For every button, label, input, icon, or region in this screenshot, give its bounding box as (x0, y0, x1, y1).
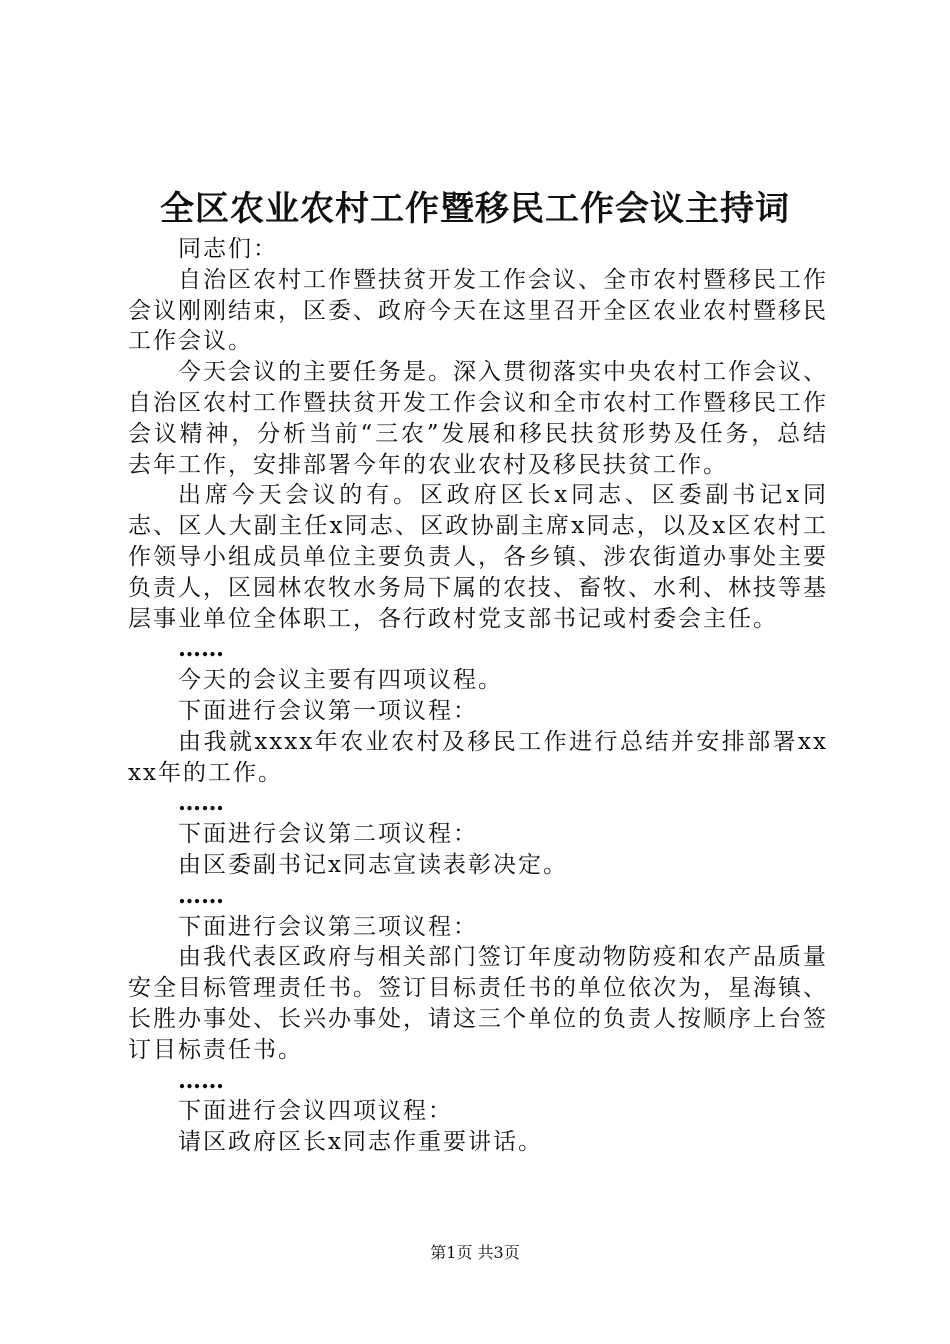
agenda-heading: 下面进行会议四项议程： (178, 1098, 453, 1125)
salutation: 同志们： (178, 236, 278, 262)
document-title: 全区农业农村工作暨移民工作会议主持词 (160, 189, 790, 229)
body-paragraph: 由我代表区政府与相关部门签订年度动物防疫和农产品质量安全目标管理责任书。签订目标责任书的单位依次为，星海镇、长胜办事处、长兴办事处，请这三个单位的负责人按顺序上台签订目标责任书。 (128, 944, 828, 1063)
body-paragraph: 由我就xxxx年农业农村及移民工作进行总结并安排部署xxxx年的工作。 (128, 728, 828, 786)
agenda-heading: 下面进行会议第二项议程： (178, 821, 478, 848)
page-footer: 第1页 共3页 (430, 1243, 520, 1262)
body-paragraph: 今天会议的主要任务是。深入贯彻落实中央农村工作会议、自治区农村工作暨扶贫开发工作会议和全市农村工作暨移民工作会议精神，分析当前“三农”发展和移民扶贫形势及任务，总结去年工作，安排部署今年的农业农村及移民扶贫工作。 (128, 359, 828, 478)
agenda-heading: 下面进行会议第一项议程： (178, 697, 478, 724)
ellipsis: …… (178, 1066, 224, 1094)
agenda-heading: 下面进行会议第三项议程： (178, 913, 478, 940)
document-body (128, 234, 828, 1158)
body-paragraph: 出席今天会议的有。区政府区长x同志、区委副书记x同志、区人大副主任x同志、区政协副主席x同志，以及x区农村工作领导小组成员单位主要负责人，各乡镇、涉农街道办事处主要负责人，区园林农牧水务局下属的农技、畜牧、水利、林技等基层事业单位全体职工，各行政村党支部书记或村委会主任。 (128, 482, 828, 632)
ellipsis: …… (178, 789, 224, 817)
body-paragraph: 请区政府区长x同志作重要讲话。 (178, 1129, 543, 1156)
body-paragraph: 今天的会议主要有四项议程。 (178, 667, 503, 694)
ellipsis: …… (178, 881, 224, 909)
ellipsis: …… (178, 635, 224, 663)
body-paragraph: 由区委副书记x同志宣读表彰决定。 (178, 851, 568, 878)
body-paragraph: 自治区农村工作暨扶贫开发工作会议、全市农村暨移民工作会议刚刚结束，区委、政府今天在这里召开全区农业农村暨移民工作会议。 (128, 266, 828, 355)
